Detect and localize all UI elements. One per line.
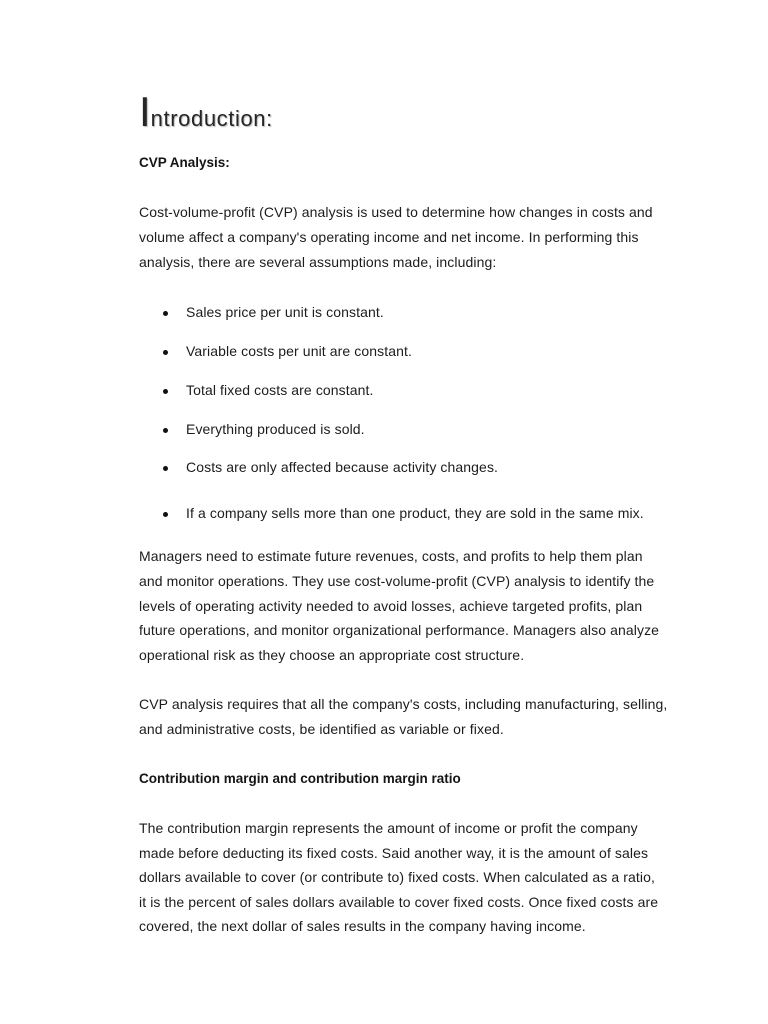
assumptions-list <box>139 300 644 540</box>
list-item <box>139 378 644 403</box>
paragraph-line: The contribution margin represents the amount of income or profit the company <box>139 820 638 836</box>
list-item <box>139 339 644 364</box>
paragraph-line: volume affect a company's operating income and net income. In performing this <box>139 229 639 245</box>
bullet-dot-icon <box>163 466 168 471</box>
paragraph-line: Cost-volume-profit (CVP) analysis is used to determine how changes in costs and <box>139 204 653 220</box>
list-item <box>139 300 644 325</box>
paragraph-line: future operations, and monitor organizational performance. Managers also analyze <box>139 622 660 639</box>
paragraph-line: and administrative costs, be identified as variable or fixed. <box>139 721 504 737</box>
paragraph-line: levels of operating activity needed to avoid losses, achieve targeted profits, plan <box>139 597 643 614</box>
list-item-text: Sales price per unit is constant. <box>186 304 384 320</box>
paragraph-line: CVP analysis requires that all the company's costs, including manufacturing, selling, <box>139 696 668 712</box>
paragraph-line: Managers need to estimate future revenues, costs, and profits to help them plan <box>139 548 643 564</box>
list-item <box>139 501 644 526</box>
bullet-dot-icon <box>163 389 168 394</box>
paragraph-line: made before deducting its fixed costs. Said another way, it is the amount of sales <box>139 844 649 861</box>
managers-paragraph <box>139 544 659 668</box>
bullet-dot-icon <box>163 311 168 316</box>
page-title: Introduction: <box>139 88 273 135</box>
list-item <box>139 455 644 480</box>
cost-classification-paragraph <box>139 692 667 742</box>
bullet-dot-icon <box>163 428 168 433</box>
intro-paragraph <box>139 200 653 275</box>
list-item <box>139 417 644 442</box>
paragraph-line: covered, the next dollar of sales results in the company having income. <box>139 918 586 935</box>
paragraph-line: analysis, there are several assumptions made, including: <box>139 254 497 270</box>
section-heading-contribution-margin: Contribution margin and contribution margin ratio <box>139 771 461 786</box>
section-heading-cvp-analysis: CVP Analysis: <box>139 155 230 170</box>
bullet-dot-icon <box>163 512 168 517</box>
list-item-text: Total fixed costs are constant. <box>186 382 374 398</box>
bullet-dot-icon <box>163 350 168 355</box>
list-item-text: Costs are only affected because activity changes. <box>186 459 499 475</box>
paragraph-line: it is the percent of sales dollars available to cover fixed costs. Once fixed costs are <box>139 893 659 910</box>
list-item-text: If a company sells more than one product, they are sold in the same mix. <box>186 505 644 521</box>
list-item-text: Variable costs per unit are constant. <box>186 343 413 359</box>
paragraph-line: operational risk as they choose an appropriate cost structure. <box>139 647 525 664</box>
paragraph-line: and monitor operations. They use cost-volume-profit (CVP) analysis to identify the <box>139 572 655 589</box>
paragraph-line: dollars available to cover (or contribute to) fixed costs. When calculated as a ratio, <box>139 869 655 886</box>
contribution-paragraph <box>139 816 658 939</box>
list-item-text: Everything produced is sold. <box>186 421 365 437</box>
